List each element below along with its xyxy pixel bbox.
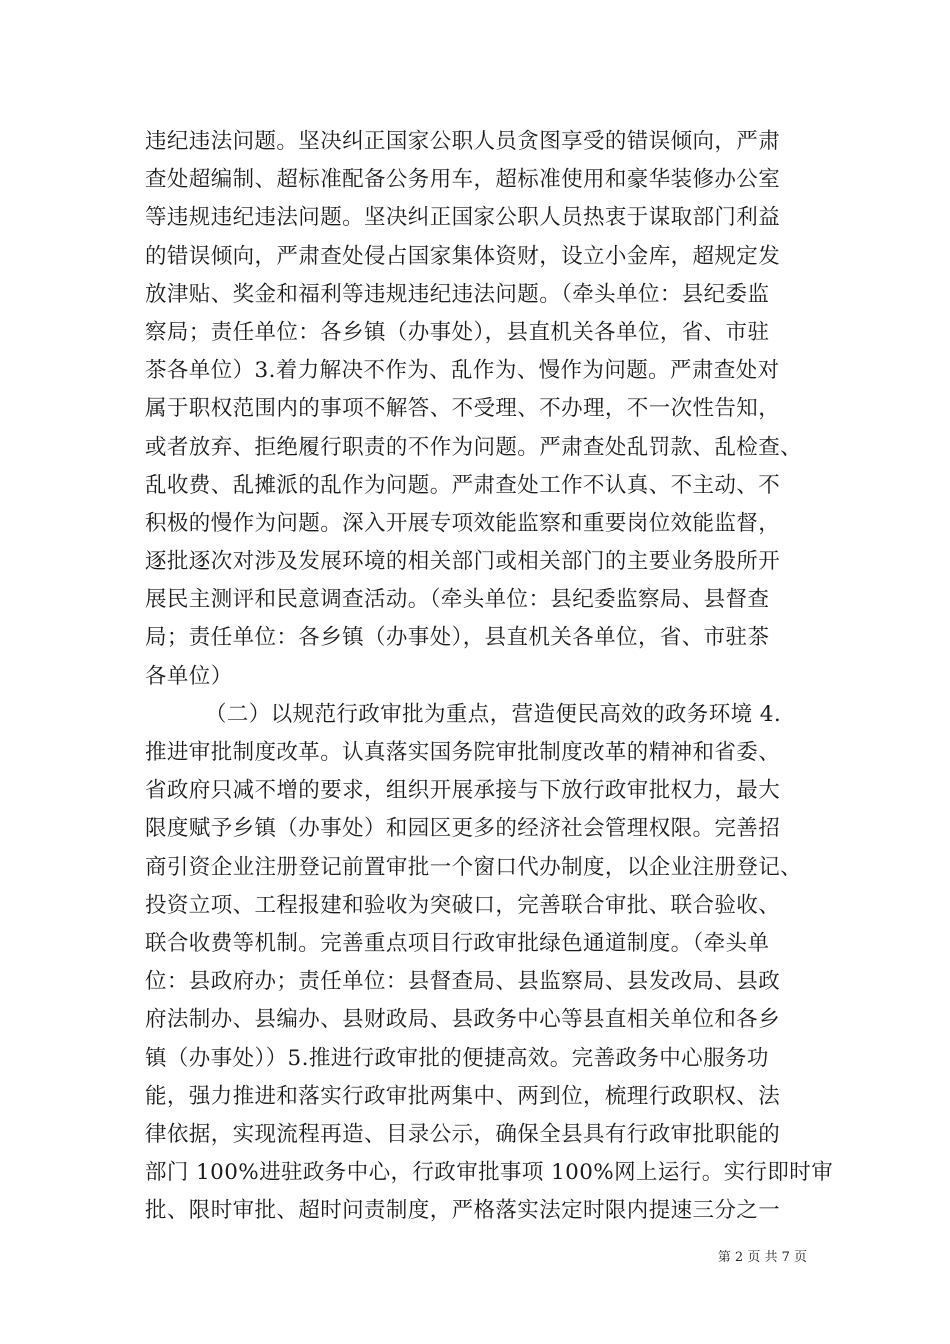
text-line: 批、限时审批、超时问责制度，严格落实法定时限内提速三分之一 bbox=[145, 1198, 781, 1224]
text-line: 展民主测评和民意调查活动。（牵头单位：县纪委监察局、县督查 bbox=[145, 587, 770, 613]
text-line: 联合收费等机制。完善重点项目行政审批绿色通道制度。（牵头单 bbox=[145, 930, 770, 956]
text-line: 位：县政府办；责任单位：县督查局、县监察局、县发改局、县政 bbox=[145, 969, 781, 995]
text-line: 律依据，实现流程再造、目录公示，确保全县具有行政审批职能的 bbox=[145, 1121, 781, 1147]
text-line: 限度赋予乡镇（办事处）和园区更多的经济社会管理权限。完善招 bbox=[145, 816, 781, 842]
text-line: 属于职权范围内的事项不解答、不受理、不办理，不一次性告知， bbox=[145, 396, 781, 422]
document-body bbox=[145, 123, 834, 1230]
text-line: 的错误倾向，严肃查处侵占国家集体资财，设立小金库，超规定发 bbox=[145, 243, 781, 269]
page-number-footer: 第 2 页 共 7 页 bbox=[717, 1250, 807, 1265]
text-line: 局；责任单位：各乡镇（办事处），县直机关各单位，省、市驻茶 bbox=[145, 625, 770, 651]
text-line: 等违规违纪违法问题。坚决纠正国家公职人员热衷于谋取部门利益 bbox=[145, 205, 781, 231]
text-line: 放津贴、奖金和福利等违规违纪违法问题。（牵头单位：县纪委监 bbox=[145, 281, 770, 307]
text-line: 推进审批制度改革。认真落实国务院审批制度改革的精神和省委、 bbox=[145, 740, 781, 765]
section-heading-line: （二）以规范行政审批为重点，营造便民高效的政务环境 4. bbox=[205, 701, 782, 727]
text-line: 镇（办事处））5.推进行政审批的便捷高效。完善政务中心服务功 bbox=[145, 1045, 769, 1071]
text-line: 茶各单位）3.着力解决不作为、乱作为、慢作为问题。严肃查处对 bbox=[145, 358, 780, 384]
text-line: 投资立项、工程报建和验收为突破口，完善联合审批、联合验收、 bbox=[145, 892, 781, 918]
text-line: 省政府只减不增的要求，组织开展承接与下放行政审批权力，最大 bbox=[145, 778, 781, 804]
text-line: 逐批逐次对涉及发展环境的相关部门或相关部门的主要业务股所开 bbox=[145, 549, 781, 575]
text-line: 察局；责任单位：各乡镇（办事处），县直机关各单位，省、市驻 bbox=[145, 319, 770, 345]
text-line: 部门 100%进驻政务中心，行政审批事项 100%网上运行。实行即时审 bbox=[145, 1160, 834, 1186]
text-line: 府法制办、县编办、县财政局、县政务中心等县直相关单位和各乡 bbox=[145, 1007, 781, 1033]
text-line: 商引资企业注册登记前置审批一个窗口代办制度，以企业注册登记、 bbox=[145, 854, 803, 880]
text-line: 积极的慢作为问题。深入开展专项效能监察和重要岗位效能监督， bbox=[145, 510, 781, 536]
text-line: 查处超编制、超标准配备公务用车，超标准使用和豪华装修办公室 bbox=[145, 167, 781, 193]
text-line: 能，强力推进和落实行政审批两集中、两到位，梳理行政职权、法 bbox=[145, 1083, 781, 1109]
text-line: 或者放弃、拒绝履行职责的不作为问题。严肃查处乱罚款、乱检查、 bbox=[145, 434, 803, 460]
text-line: 乱收费、乱摊派的乱作为问题。严肃查处工作不认真、不主动、不 bbox=[145, 472, 781, 498]
text-line: 各单位） bbox=[145, 663, 233, 689]
text-line: 违纪违法问题。坚决纠正国家公职人员贪图享受的错误倾向，严肃 bbox=[145, 129, 781, 154]
